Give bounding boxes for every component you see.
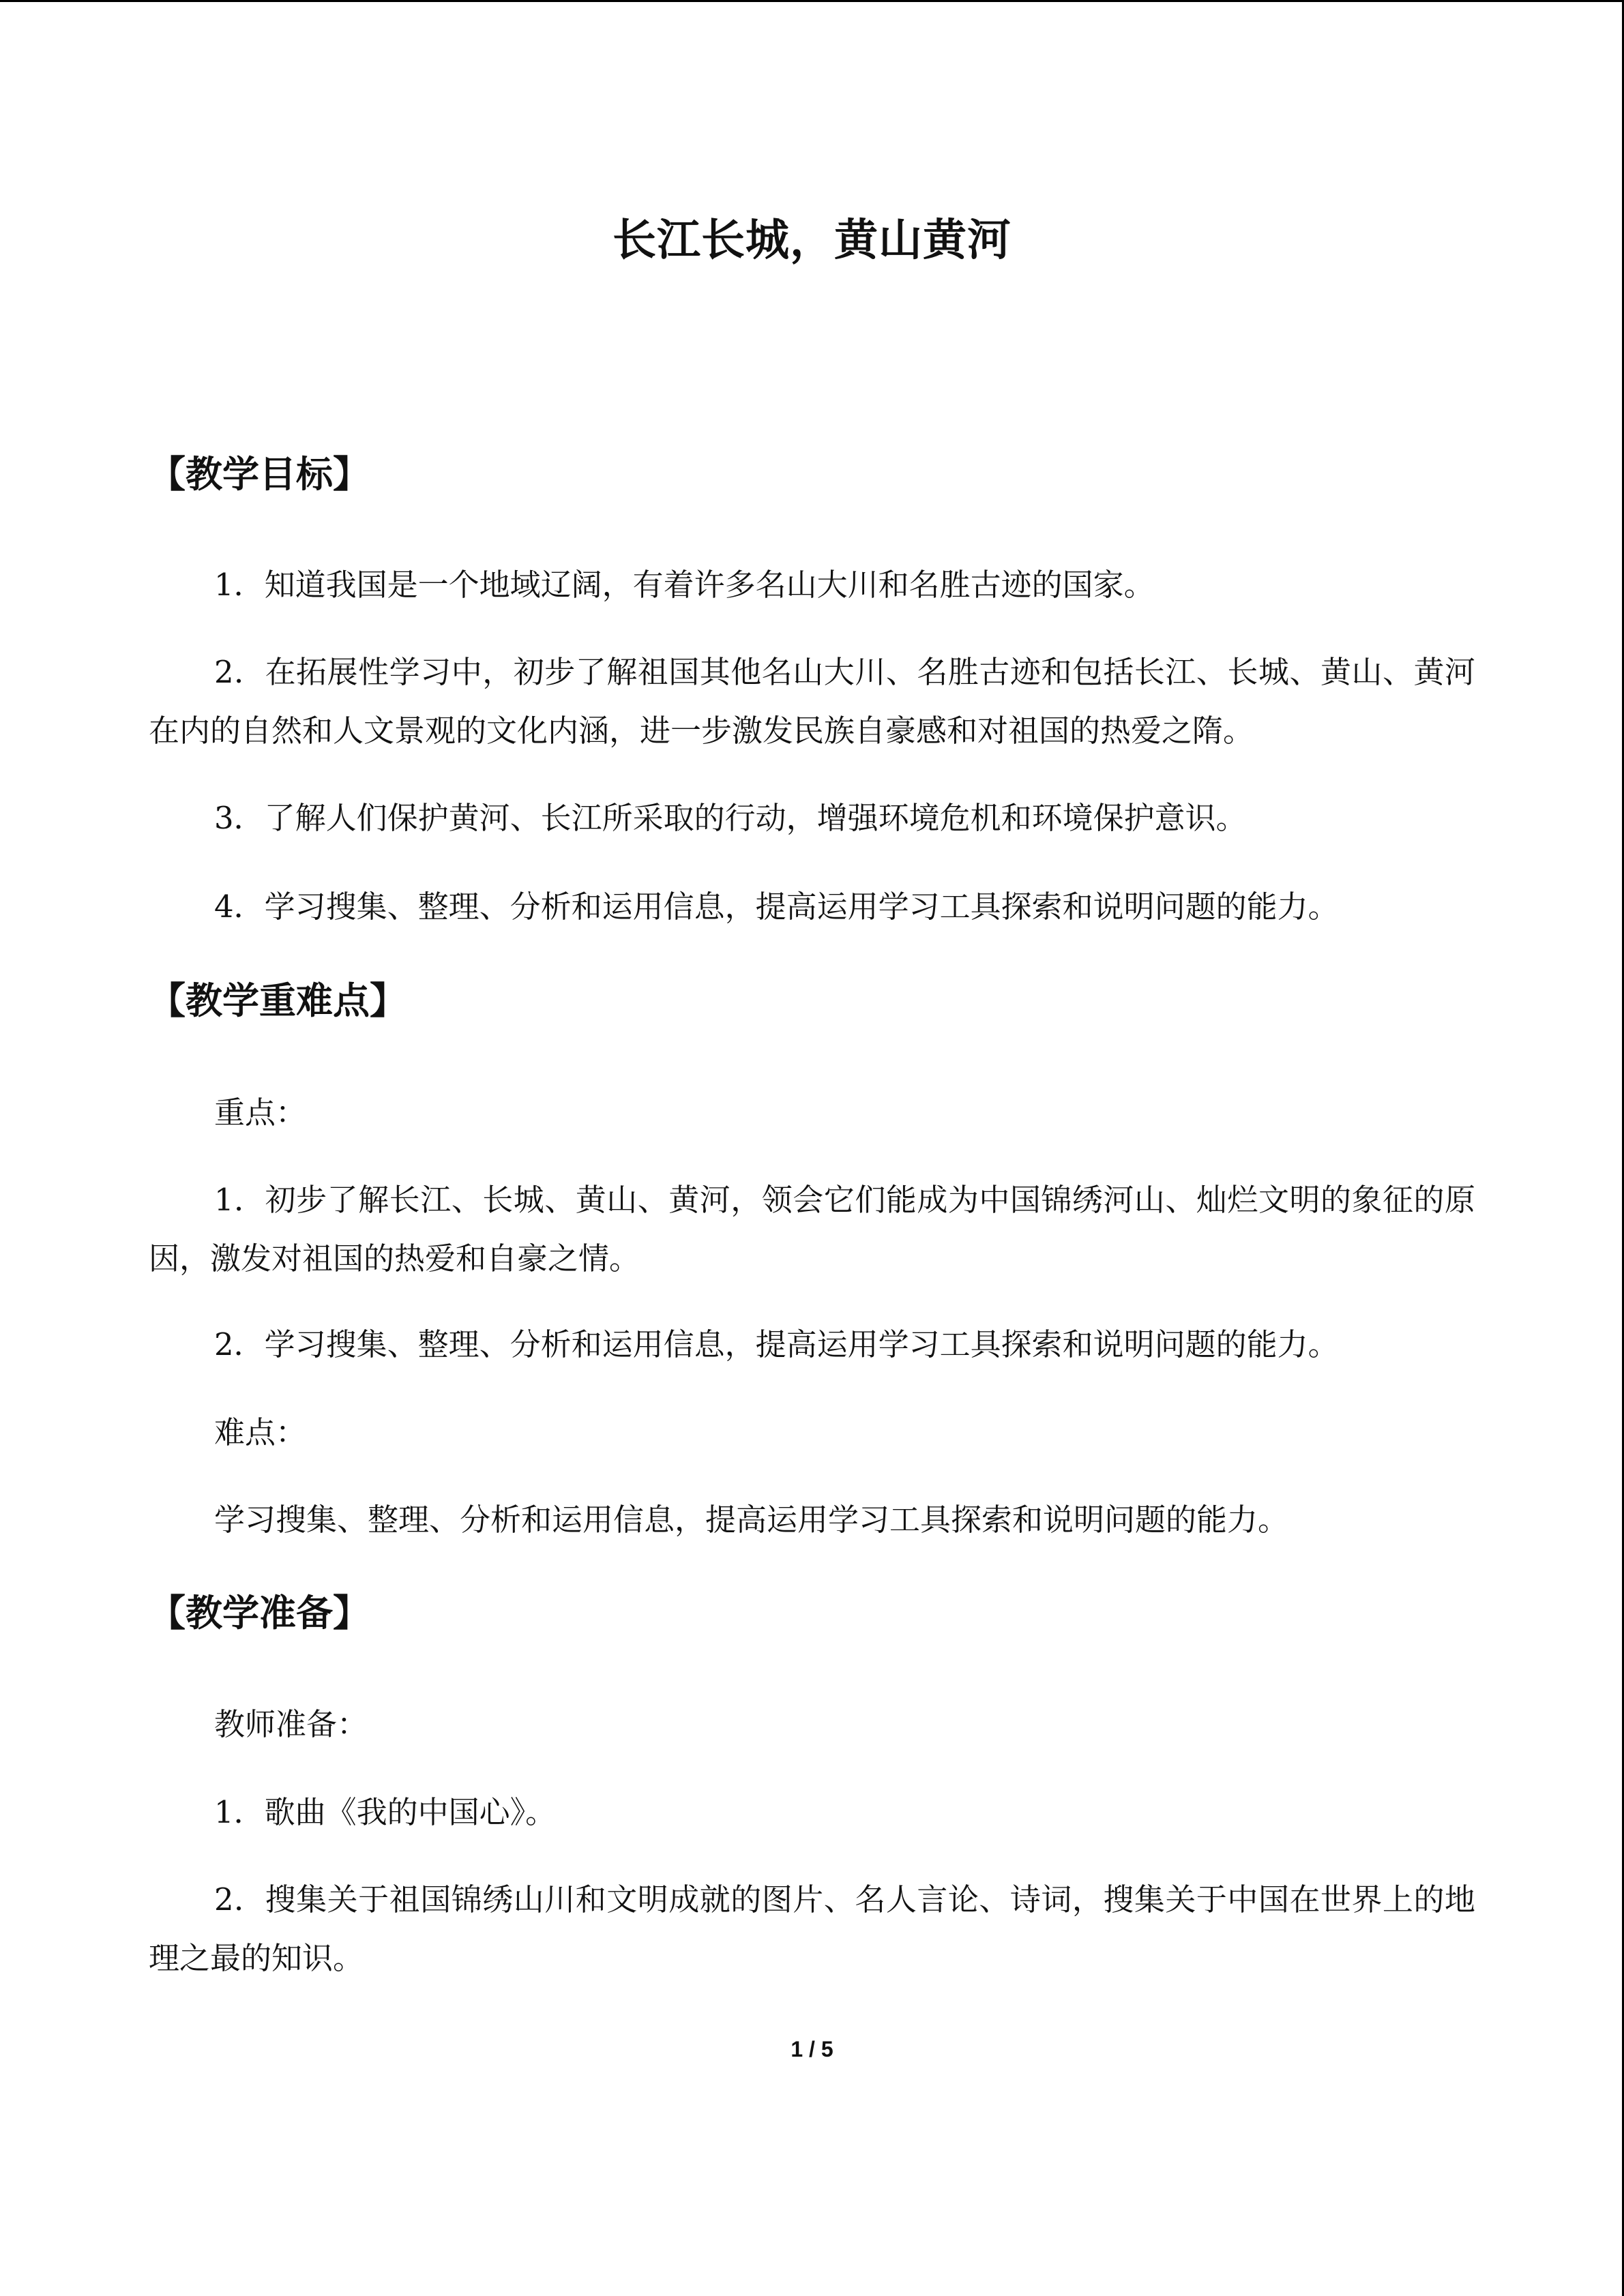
- paragraph: 2．学习搜集、整理、分析和运用信息，提高运用学习工具探索和说明问题的能力。: [214, 1326, 1339, 1362]
- paragraph: 1．初步了解长江、长城、黄山、黄河，领会它们能成为中国锦绣河山、灿烂文明的象征的原因，激发对祖国的热爱和自豪之情。: [149, 1182, 1475, 1277]
- document-title: 长江长城，黄山黄河: [612, 215, 1012, 266]
- section-heading-key-difficult-points: 【教学重难点】: [149, 979, 407, 1022]
- paragraph: 1．歌曲《我的中国心》。: [214, 1794, 557, 1830]
- paragraph: 4．学习搜集、整理、分析和运用信息，提高运用学习工具探索和说明问题的能力。: [214, 889, 1339, 925]
- paragraph: 教师准备：: [214, 1706, 368, 1742]
- page-top-border: [0, 0, 1624, 2]
- section-heading-preparation: 【教学准备】: [149, 1591, 370, 1635]
- paragraph: 2．搜集关于祖国锦绣山川和文明成就的图片、名人言论、诗词，搜集关于中国在世界上的地理之最的知识。: [149, 1881, 1475, 1976]
- paragraph: 3．了解人们保护黄河、长江所采取的行动，增强环境危机和环境保护意识。: [214, 800, 1247, 836]
- paragraph: 重点：: [214, 1094, 307, 1131]
- paragraph: 2．在拓展性学习中，初步了解祖国其他名山大川、名胜古迹和包括长江、长城、黄山、黄河在内的自然和人文景观的文化内涵，进一步激发民族自豪感和对祖国的热爱之隋。: [149, 654, 1475, 749]
- section-heading-objectives: 【教学目标】: [149, 452, 370, 496]
- paragraph: 学习搜集、整理、分析和运用信息，提高运用学习工具探索和说明问题的能力。: [214, 1502, 1289, 1538]
- paragraph: 难点：: [214, 1414, 307, 1450]
- paragraph: 1．知道我国是一个地域辽阔，有着许多名山大川和名胜古迹的国家。: [214, 567, 1155, 603]
- page-number: 1 / 5: [791, 2037, 833, 2061]
